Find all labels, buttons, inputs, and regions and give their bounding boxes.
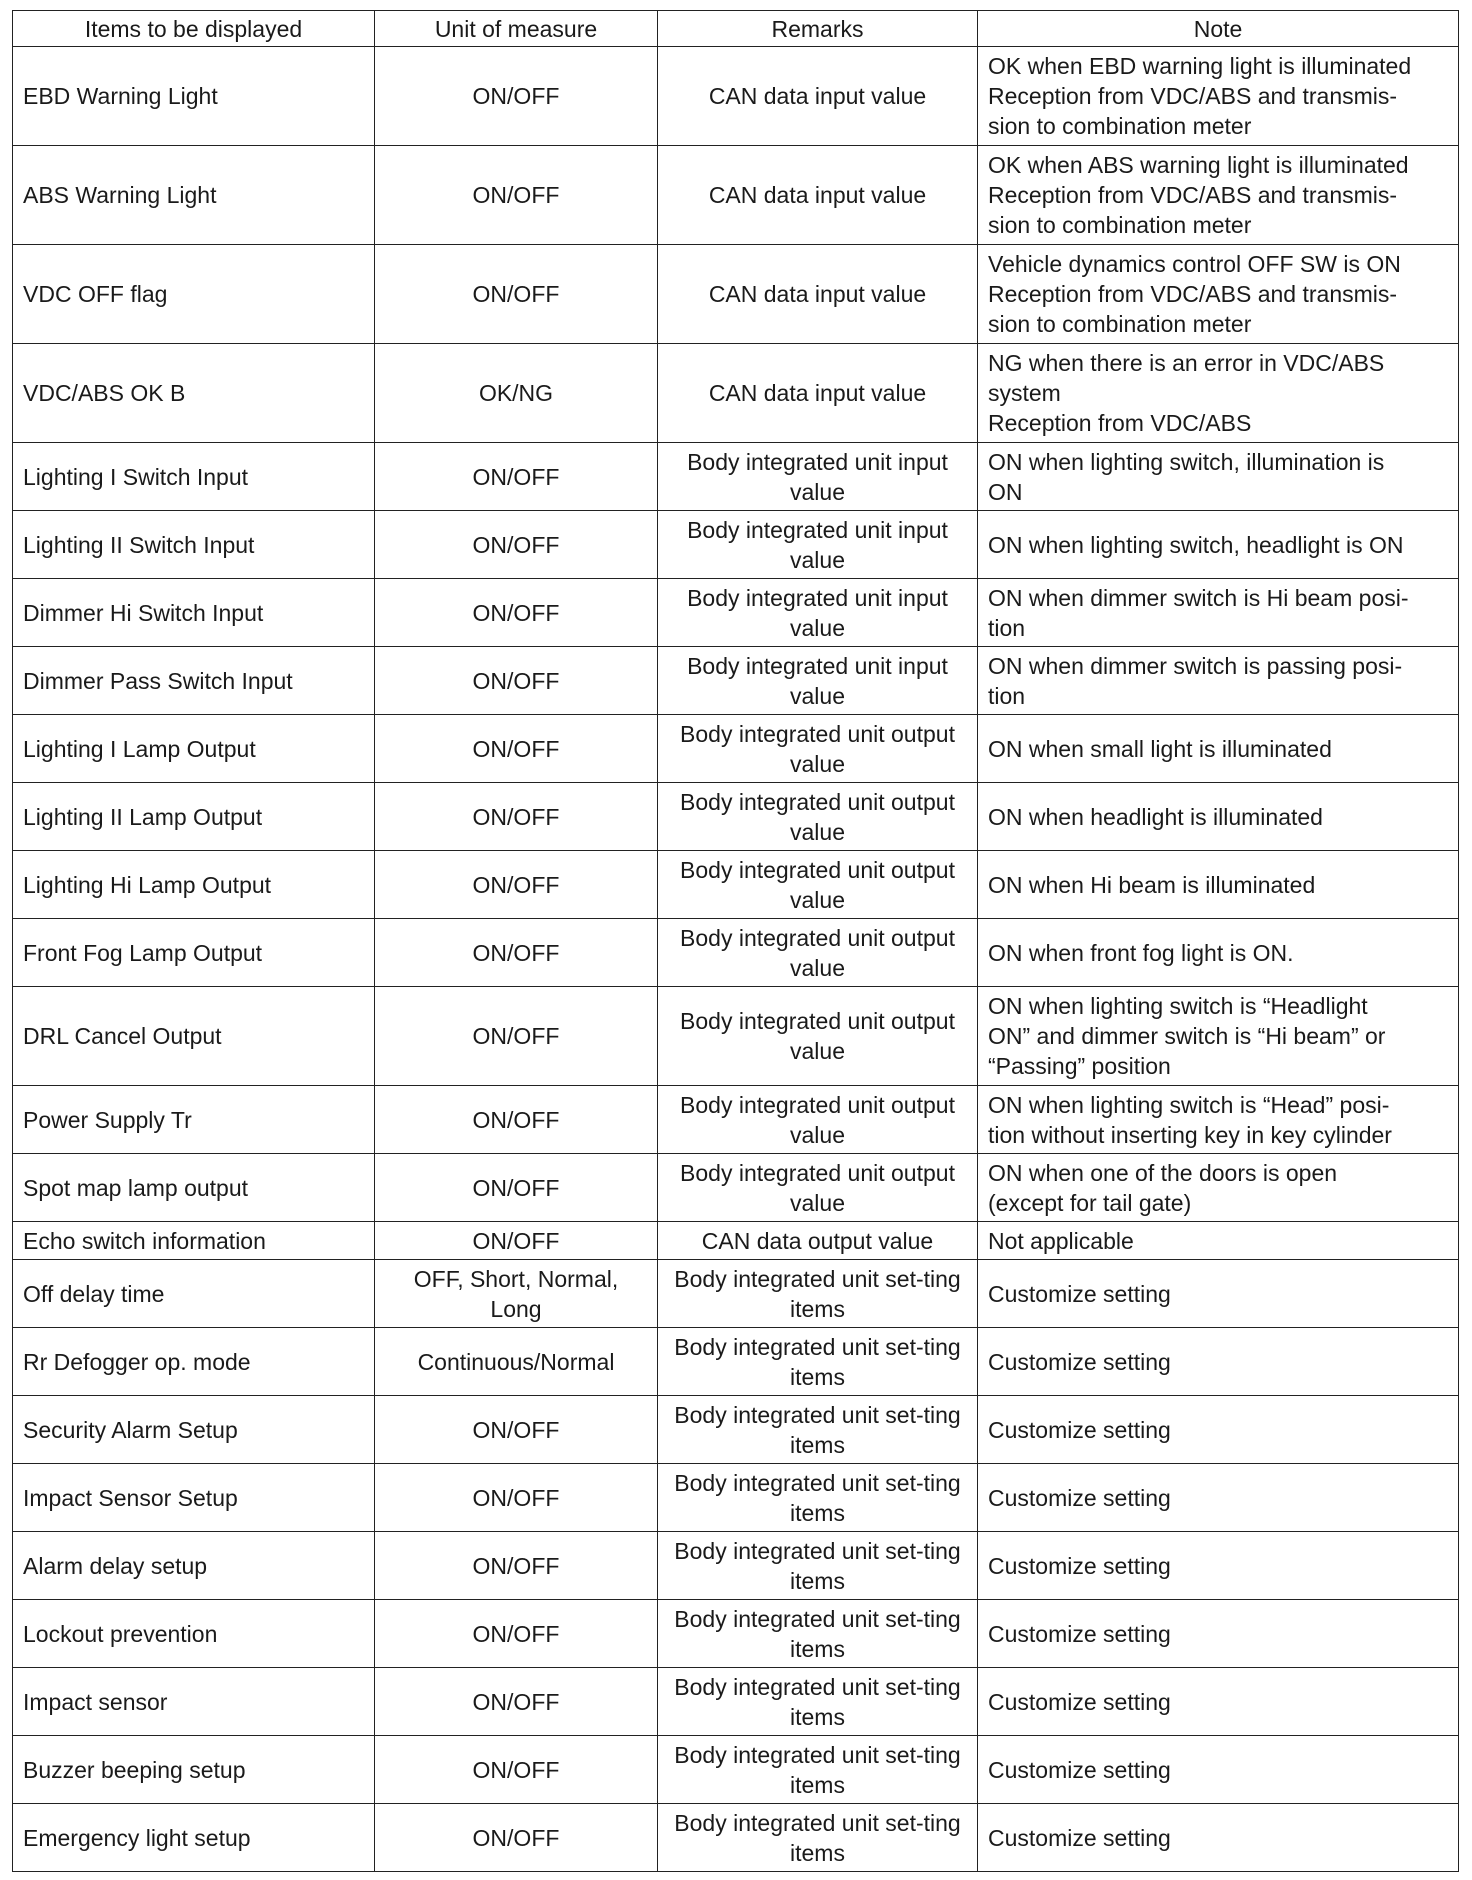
item-cell: Spot map lamp output [13,1154,375,1222]
table-row [13,344,1459,443]
unit-cell: ON/OFF [375,987,658,1086]
header-unit: Unit of measure [375,11,658,47]
table-row [13,1668,1459,1736]
table-row [13,919,1459,987]
table-row [13,647,1459,715]
unit-cell: ON/OFF [375,647,658,715]
note-cell: Customize setting [978,1464,1459,1532]
unit-cell: ON/OFF [375,511,658,579]
item-cell: Dimmer Hi Switch Input [13,579,375,647]
table-row [13,851,1459,919]
item-cell: Front Fog Lamp Output [13,919,375,987]
table-row [13,987,1459,1086]
table-row [13,1804,1459,1872]
remarks-cell: Body integrated unit output value [658,919,978,987]
item-cell: Lighting I Lamp Output [13,715,375,783]
header-items: Items to be displayed [13,11,375,47]
unit-cell: ON/OFF [375,1804,658,1872]
remarks-cell: CAN data input value [658,245,978,344]
unit-cell: ON/OFF [375,1222,658,1260]
table-row [13,1464,1459,1532]
remarks-cell: Body integrated unit input value [658,647,978,715]
item-cell: VDC/ABS OK B [13,344,375,443]
item-cell: Dimmer Pass Switch Input [13,647,375,715]
table-header-row [13,11,1459,47]
table-row [13,1532,1459,1600]
table-row [13,146,1459,245]
item-cell: Rr Defogger op. mode [13,1328,375,1396]
table-row [13,511,1459,579]
table-row [13,579,1459,647]
remarks-cell: Body integrated unit set-ting items [658,1804,978,1872]
item-cell: Lighting II Lamp Output [13,783,375,851]
note-cell: Customize setting [978,1600,1459,1668]
item-cell: Power Supply Tr [13,1086,375,1154]
table-row [13,1086,1459,1154]
remarks-cell: Body integrated unit output value [658,851,978,919]
table-row [13,1222,1459,1260]
unit-cell: ON/OFF [375,851,658,919]
note-cell: ON when lighting switch, illumination is ON [978,443,1459,511]
remarks-cell: Body integrated unit set-ting items [658,1464,978,1532]
unit-cell: ON/OFF [375,919,658,987]
note-cell: ON when small light is illuminated [978,715,1459,783]
remarks-cell: CAN data input value [658,146,978,245]
table-row [13,47,1459,146]
remarks-cell: CAN data input value [658,47,978,146]
unit-cell: ON/OFF [375,715,658,783]
remarks-cell: Body integrated unit set-ting items [658,1532,978,1600]
item-cell: Lockout prevention [13,1600,375,1668]
remarks-cell: Body integrated unit set-ting items [658,1396,978,1464]
unit-cell: ON/OFF [375,47,658,146]
note-cell: ON when lighting switch is “Head” posi- tion without inserting key in key cylinder [978,1086,1459,1154]
unit-cell: ON/OFF [375,1668,658,1736]
header-remarks: Remarks [658,11,978,47]
note-cell: NG when there is an error in VDC/ABS system Reception from VDC/ABS [978,344,1459,443]
remarks-cell: Body integrated unit set-ting items [658,1600,978,1668]
note-cell: ON when headlight is illuminated [978,783,1459,851]
note-cell: Not applicable [978,1222,1459,1260]
note-cell: Vehicle dynamics control OFF SW is ON Reception from VDC/ABS and transmis- sion to combination meter [978,245,1459,344]
unit-cell: Continuous/Normal [375,1328,658,1396]
item-cell: Lighting II Switch Input [13,511,375,579]
note-cell: ON when lighting switch is “Headlight ON” and dimmer switch is “Hi beam” or “Passing” position [978,987,1459,1086]
remarks-cell: Body integrated unit output value [658,1086,978,1154]
remarks-cell: Body integrated unit set-ting items [658,1736,978,1804]
item-cell: Buzzer beeping setup [13,1736,375,1804]
unit-cell: ON/OFF [375,146,658,245]
item-cell: Impact Sensor Setup [13,1464,375,1532]
table-row [13,1260,1459,1328]
remarks-cell: Body integrated unit input value [658,443,978,511]
remarks-cell: Body integrated unit set-ting items [658,1668,978,1736]
item-cell: Lighting Hi Lamp Output [13,851,375,919]
table-row [13,715,1459,783]
item-cell: Impact sensor [13,1668,375,1736]
unit-cell: ON/OFF [375,1532,658,1600]
note-cell: Customize setting [978,1260,1459,1328]
unit-cell: ON/OFF [375,1600,658,1668]
table-row [13,443,1459,511]
unit-cell: OK/NG [375,344,658,443]
table-row [13,1736,1459,1804]
item-cell: DRL Cancel Output [13,987,375,1086]
note-cell: ON when lighting switch, headlight is ON [978,511,1459,579]
item-cell: EBD Warning Light [13,47,375,146]
item-cell: Off delay time [13,1260,375,1328]
header-note: Note [978,11,1459,47]
table-row [13,1328,1459,1396]
remarks-cell: Body integrated unit input value [658,579,978,647]
note-cell: Customize setting [978,1532,1459,1600]
remarks-cell: Body integrated unit set-ting items [658,1328,978,1396]
unit-cell: ON/OFF [375,443,658,511]
note-cell: ON when one of the doors is open (except for tail gate) [978,1154,1459,1222]
note-cell: OK when EBD warning light is illuminated Reception from VDC/ABS and transmis- sion to combination meter [978,47,1459,146]
remarks-cell: Body integrated unit output value [658,715,978,783]
remarks-cell: Body integrated unit input value [658,511,978,579]
item-cell: Lighting I Switch Input [13,443,375,511]
table-row [13,1600,1459,1668]
item-cell: Security Alarm Setup [13,1396,375,1464]
table-row [13,245,1459,344]
remarks-cell: CAN data input value [658,344,978,443]
data-monitor-table [12,10,1459,1872]
note-cell: Customize setting [978,1396,1459,1464]
item-cell: ABS Warning Light [13,146,375,245]
diagnosis-data-monitor-table-page [12,10,1458,1868]
item-cell: Alarm delay setup [13,1532,375,1600]
note-cell: ON when dimmer switch is passing posi- tion [978,647,1459,715]
unit-cell: OFF, Short, Normal, Long [375,1260,658,1328]
unit-cell: ON/OFF [375,1464,658,1532]
table-row [13,1154,1459,1222]
item-cell: Echo switch information [13,1222,375,1260]
unit-cell: ON/OFF [375,1396,658,1464]
unit-cell: ON/OFF [375,579,658,647]
table-row [13,783,1459,851]
remarks-cell: CAN data output value [658,1222,978,1260]
note-cell: Customize setting [978,1736,1459,1804]
unit-cell: ON/OFF [375,245,658,344]
note-cell: Customize setting [978,1804,1459,1872]
table-row [13,1396,1459,1464]
item-cell: Emergency light setup [13,1804,375,1872]
remarks-cell: Body integrated unit output value [658,783,978,851]
unit-cell: ON/OFF [375,783,658,851]
unit-cell: ON/OFF [375,1086,658,1154]
remarks-cell: Body integrated unit output value [658,987,978,1086]
note-cell: Customize setting [978,1668,1459,1736]
remarks-cell: Body integrated unit set-ting items [658,1260,978,1328]
item-cell: VDC OFF flag [13,245,375,344]
note-cell: Customize setting [978,1328,1459,1396]
note-cell: OK when ABS warning light is illuminated Reception from VDC/ABS and transmis- sion to combination meter [978,146,1459,245]
note-cell: ON when front fog light is ON. [978,919,1459,987]
note-cell: ON when dimmer switch is Hi beam posi- tion [978,579,1459,647]
note-cell: ON when Hi beam is illuminated [978,851,1459,919]
unit-cell: ON/OFF [375,1154,658,1222]
remarks-cell: Body integrated unit output value [658,1154,978,1222]
unit-cell: ON/OFF [375,1736,658,1804]
